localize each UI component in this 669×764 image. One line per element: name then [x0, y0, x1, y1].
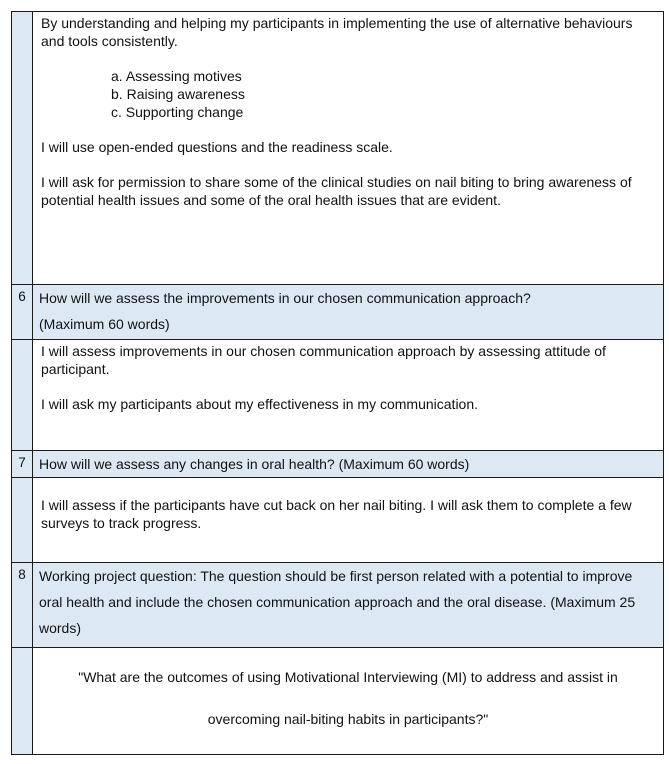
list-marker: c. — [111, 104, 122, 120]
row-number-cell — [12, 340, 33, 451]
answer-cell — [33, 12, 664, 285]
row-7-question — [12, 451, 664, 478]
question-limit: (Maximum 60 words) — [39, 316, 170, 332]
row-number: 8 — [18, 567, 26, 582]
question-cell — [33, 451, 664, 478]
row-8-answer — [12, 648, 664, 755]
row-number-cell — [12, 285, 33, 340]
question-text: How will we assess any changes in oral health? (Maximum 60 words) — [39, 456, 470, 472]
answer-cell — [33, 478, 664, 563]
row-number-cell — [12, 478, 33, 563]
row-number-cell — [12, 451, 33, 478]
steps-list — [41, 67, 655, 121]
answer-paragraph: I will assess improvements in our chosen communication approach by assessing attitude of participant. — [41, 343, 606, 377]
list-item — [111, 103, 655, 121]
question-cell — [33, 563, 664, 648]
answer-paragraph: I will ask for permission to share some of the clinical studies on nail biting to bring awareness of potential health issues and some of the oral health issues that are evident. — [41, 174, 632, 208]
row-6-answer — [12, 340, 664, 451]
row-number-cell — [12, 563, 33, 648]
list-item — [111, 67, 655, 85]
list-text: Supporting change — [125, 104, 244, 120]
project-question-text: "What are the outcomes of using Motivational Interviewing (MI) to address and assist in overcoming nail-biting habits in participants?" — [78, 669, 618, 727]
project-form-table — [11, 11, 664, 755]
row-number-cell — [12, 648, 33, 755]
row-7-answer — [12, 478, 664, 563]
answer-paragraph: I will assess if the participants have cut back on her nail biting. I will ask them to complete a few surveys to track progress. — [41, 497, 632, 531]
answer-paragraph: I will use open-ended questions and the readiness scale. — [41, 139, 393, 155]
answer-intro: By understanding and helping my participants in implementing the use of alternative behaviours and tools consistently. — [41, 15, 633, 49]
list-marker: b. — [111, 86, 123, 102]
row-number: 6 — [18, 289, 26, 304]
list-text: Assessing motives — [125, 68, 242, 84]
question-text: How will we assess the improvements in our chosen communication approach? — [39, 290, 531, 306]
answer-cell — [33, 340, 664, 451]
question-cell — [33, 285, 664, 340]
row-number: 7 — [18, 455, 26, 470]
answer-cell — [33, 648, 664, 755]
list-item — [111, 85, 655, 103]
row-6-question — [12, 285, 664, 340]
row-8-question — [12, 563, 664, 648]
row-5-answer — [12, 12, 664, 285]
question-text: Working project question: The question should be first person related with a potential to improve oral health and include the chosen communication approach and the oral disease. (Maximum 25 words) — [39, 568, 636, 636]
list-marker: a. — [111, 68, 123, 84]
answer-paragraph: I will ask my participants about my effectiveness in my communication. — [41, 396, 479, 412]
row-number-cell — [12, 12, 33, 285]
list-text: Raising awareness — [126, 86, 245, 102]
